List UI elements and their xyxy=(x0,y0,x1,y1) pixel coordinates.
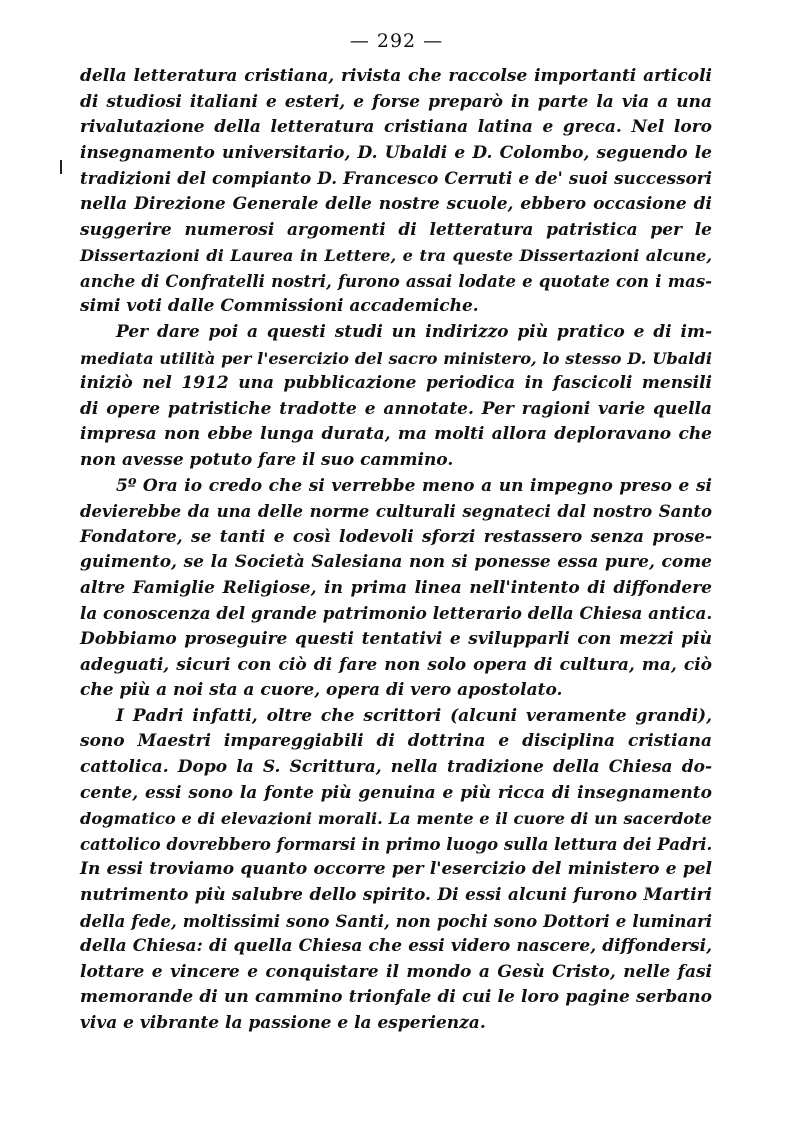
text-line: anche di Confratelli nostri, furono assai lodate e quotate con i mas- xyxy=(80,271,712,291)
text-line: cattolica. Dopo la S. Scrittura, nella tradizione della Chiesa do- xyxy=(80,757,712,778)
text-line: che più a noi sta a cuore, opera di vero apostolato. xyxy=(80,680,563,701)
text-line: In essi troviamo quanto occorre per l'esercizio del ministero e pel xyxy=(80,859,712,880)
text-line: adeguati, sicuri con ciò di fare non solo opera di cultura, ma, ciò xyxy=(80,654,712,675)
page-number: — 292 — xyxy=(349,30,444,52)
text-line: nutrimento più salubre dello spirito. Di essi alcuni furono Martiri xyxy=(80,885,712,905)
body-text xyxy=(80,64,712,1037)
text-line: non avesse potuto fare il suo cammino. xyxy=(80,449,454,470)
text-line: di studiosi italiani e esteri, e forse preparò in parte la via a una xyxy=(80,91,712,112)
text-line: cattolico dovrebbero formarsi in primo luogo sulla lettura dei Padri. xyxy=(80,834,713,854)
text-line: impresa non ebbe lunga durata, ma molti allora deploravano che xyxy=(80,424,712,445)
text-line: I Padri infatti, oltre che scrittori (alcuni veramente grandi), xyxy=(116,705,712,726)
text-line: Per dare poi a questi studi un indirizzo più pratico e di im- xyxy=(116,321,712,342)
text-line: tradizioni del compianto D. Francesco Cerruti e de' suoi successori xyxy=(80,168,712,189)
text-line: viva e vibrante la passione e la esperienza. xyxy=(80,1012,486,1033)
text-line: della Chiesa: di quella Chiesa che essi videro nascere, diffondersi, xyxy=(80,936,712,957)
text-line: simi voti dalle Commissioni accademiche. xyxy=(80,296,479,317)
text-line: insegnamento universitario, D. Ubaldi e D. Colombo, seguendo le xyxy=(80,142,712,163)
text-line: iniziò nel 1912 una pubblicazione periodica in fascicoli mensili xyxy=(80,373,712,394)
text-line: 5º Ora io credo che si verrebbe meno a un impegno preso e si xyxy=(116,475,712,496)
text-line: sono Maestri impareggiabili di dottrina e disciplina cristiana xyxy=(80,731,712,752)
text-line: altre Famiglie Religiose, in prima linea nell'intento di diffondere xyxy=(80,577,712,598)
text-line: suggerire numerosi argomenti di letteratura patristica per le xyxy=(80,219,712,240)
text-line: rivalutazione della letteratura cristiana latina e greca. Nel loro xyxy=(80,117,712,138)
text-line: dogmatico e di elevazioni morali. La mente e il cuore di un sacerdote xyxy=(80,809,712,829)
text-line: di opere patristiche tradotte e annotate. Per ragioni varie quella xyxy=(80,398,712,419)
text-line: cente, essi sono la fonte più genuina e più ricca di insegnamento xyxy=(80,782,712,803)
text-line: nella Direzione Generale delle nostre scuole, ebbero occasione di xyxy=(80,193,712,214)
text-line: guimento, se la Società Salesiana non si ponesse essa pure, come xyxy=(80,552,712,573)
text-line: devierebbe da una delle norme culturali segnateci dal nostro Santo xyxy=(80,502,712,522)
text-line: lottare e vincere e conquistare il mondo a Gesù Cristo, nelle fasi xyxy=(80,961,712,982)
text-line: la conoscenza del grande patrimonio letterario della Chiesa antica. xyxy=(80,603,713,624)
text-line: Fondatore, se tanti e così lodevoli sforzi restassero senza prose- xyxy=(80,526,712,547)
margin-mark xyxy=(60,160,62,174)
text-line: della fede, moltissimi sono Santi, non pochi sono Dottori e luminari xyxy=(80,911,712,931)
text-line: memorande di un cammino trionfale di cui le loro pagine serbano xyxy=(80,987,712,1008)
text-line: Dobbiamo proseguire questi tentativi e svilupparli con mezzi più xyxy=(80,629,712,650)
text-line: della letteratura cristiana, rivista che raccolse importanti articoli xyxy=(80,66,712,86)
text-line: Dissertazioni di Laurea in Lettere, e tra queste Dissertazioni alcune, xyxy=(80,246,712,266)
text-line: mediata utilità per l'esercizio del sacro ministero, lo stesso D. Ubaldi xyxy=(80,348,712,368)
